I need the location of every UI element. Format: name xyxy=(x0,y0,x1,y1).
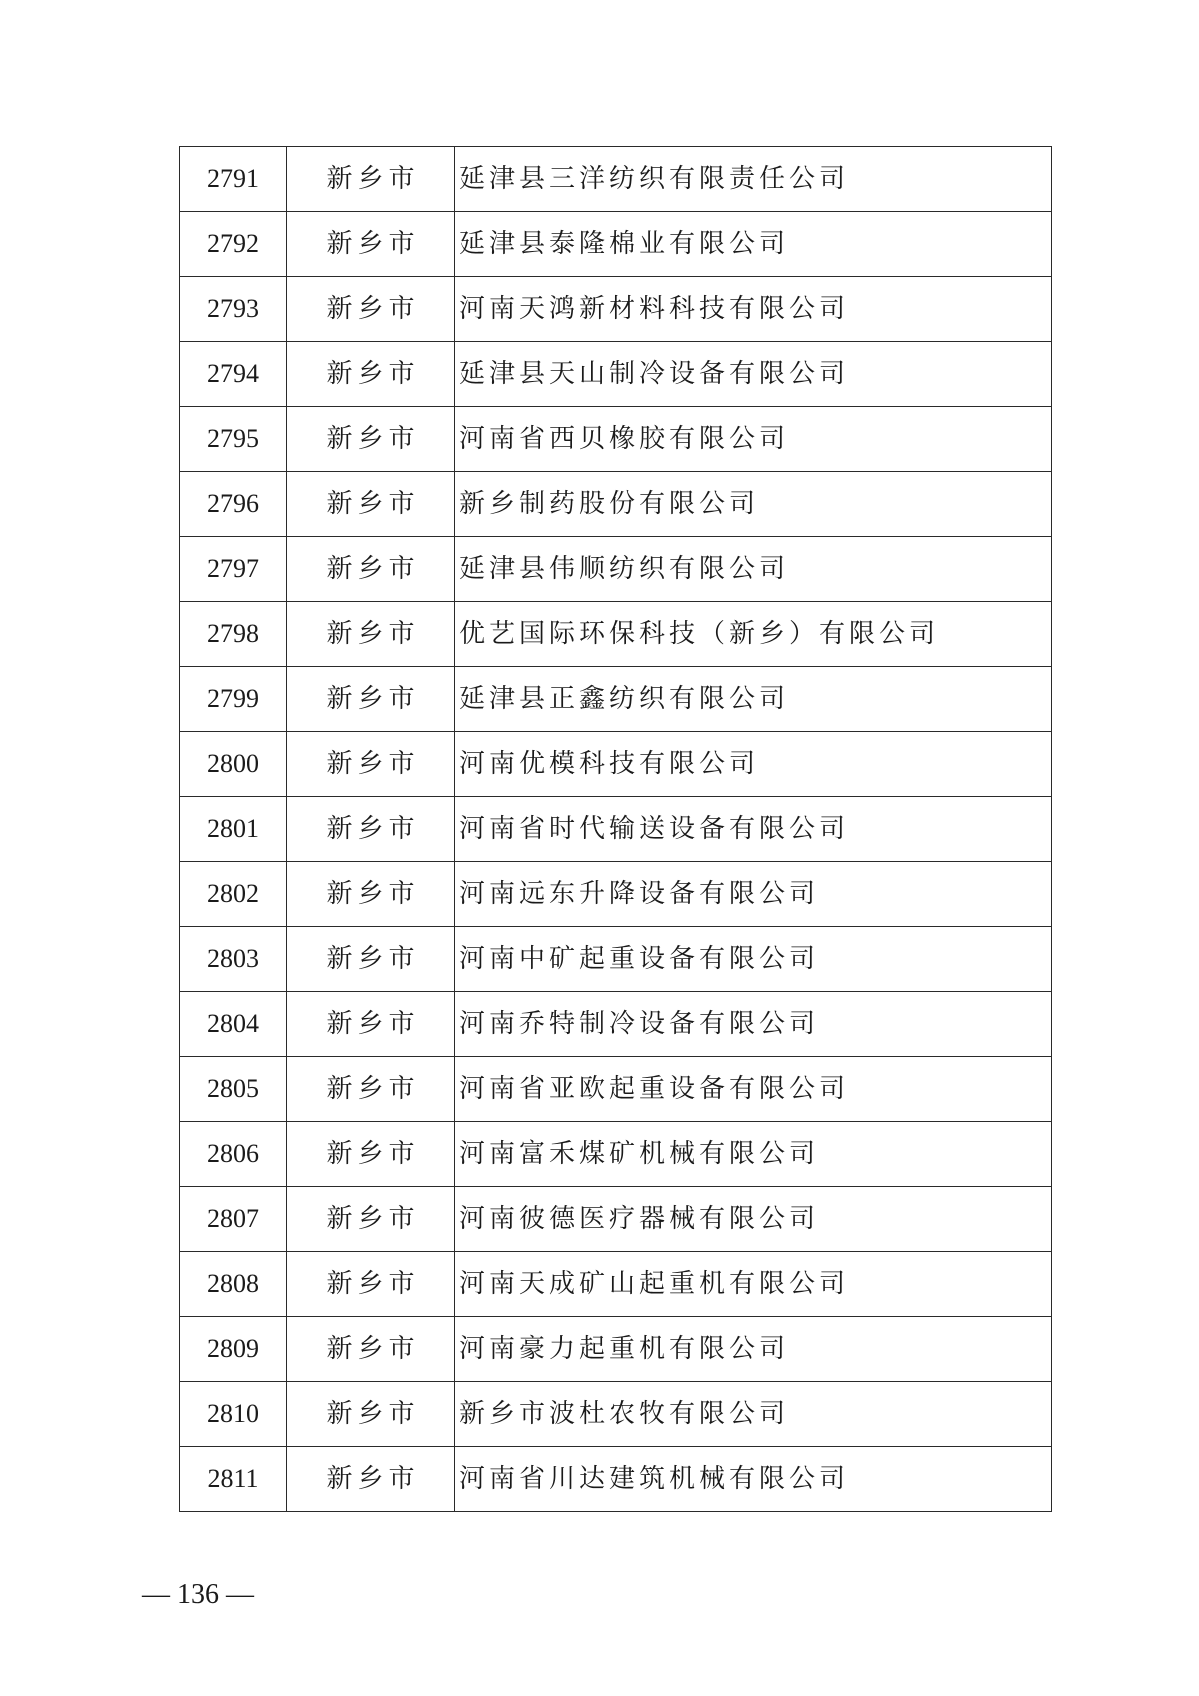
company-name-cell: 优艺国际环保科技（新乡）有限公司 xyxy=(455,602,1052,667)
row-number-cell: 2797 xyxy=(180,537,287,602)
table-row xyxy=(180,472,1052,537)
table-row xyxy=(180,1252,1052,1317)
row-number-cell: 2794 xyxy=(180,342,287,407)
table-row xyxy=(180,1382,1052,1447)
city-cell: 新乡市 xyxy=(287,1382,455,1447)
city-cell: 新乡市 xyxy=(287,212,455,277)
table-row xyxy=(180,147,1052,212)
table-row xyxy=(180,927,1052,992)
company-name-cell: 河南省西贝橡胶有限公司 xyxy=(455,407,1052,472)
city-cell: 新乡市 xyxy=(287,732,455,797)
city-cell: 新乡市 xyxy=(287,992,455,1057)
table-row xyxy=(180,537,1052,602)
row-number-cell: 2792 xyxy=(180,212,287,277)
row-number-cell: 2811 xyxy=(180,1447,287,1512)
city-cell: 新乡市 xyxy=(287,1252,455,1317)
table-row xyxy=(180,1057,1052,1122)
company-name-cell: 河南远东升降设备有限公司 xyxy=(455,862,1052,927)
row-number-cell: 2808 xyxy=(180,1252,287,1317)
city-cell: 新乡市 xyxy=(287,862,455,927)
company-name-cell: 河南优模科技有限公司 xyxy=(455,732,1052,797)
city-cell: 新乡市 xyxy=(287,667,455,732)
table-row xyxy=(180,212,1052,277)
company-name-cell: 河南省亚欧起重设备有限公司 xyxy=(455,1057,1052,1122)
city-cell: 新乡市 xyxy=(287,797,455,862)
row-number-cell: 2791 xyxy=(180,147,287,212)
city-cell: 新乡市 xyxy=(287,537,455,602)
table-row xyxy=(180,862,1052,927)
row-number-cell: 2809 xyxy=(180,1317,287,1382)
table-row xyxy=(180,602,1052,667)
company-name-cell: 河南豪力起重机有限公司 xyxy=(455,1317,1052,1382)
company-list-table xyxy=(179,146,1052,1512)
city-cell: 新乡市 xyxy=(287,342,455,407)
company-name-cell: 河南彼德医疗器械有限公司 xyxy=(455,1187,1052,1252)
city-cell: 新乡市 xyxy=(287,602,455,667)
city-cell: 新乡市 xyxy=(287,1187,455,1252)
company-name-cell: 河南中矿起重设备有限公司 xyxy=(455,927,1052,992)
table-row xyxy=(180,732,1052,797)
city-cell: 新乡市 xyxy=(287,927,455,992)
company-name-cell: 延津县正鑫纺织有限公司 xyxy=(455,667,1052,732)
company-name-cell: 河南省川达建筑机械有限公司 xyxy=(455,1447,1052,1512)
city-cell: 新乡市 xyxy=(287,277,455,342)
table-row xyxy=(180,992,1052,1057)
page-number: — 136 — xyxy=(142,1579,254,1610)
company-name-cell: 延津县伟顺纺织有限公司 xyxy=(455,537,1052,602)
company-name-cell: 河南富禾煤矿机械有限公司 xyxy=(455,1122,1052,1187)
row-number-cell: 2793 xyxy=(180,277,287,342)
company-name-cell: 新乡制药股份有限公司 xyxy=(455,472,1052,537)
company-name-cell: 延津县泰隆棉业有限公司 xyxy=(455,212,1052,277)
table-row xyxy=(180,277,1052,342)
row-number-cell: 2801 xyxy=(180,797,287,862)
row-number-cell: 2807 xyxy=(180,1187,287,1252)
row-number-cell: 2802 xyxy=(180,862,287,927)
row-number-cell: 2810 xyxy=(180,1382,287,1447)
city-cell: 新乡市 xyxy=(287,147,455,212)
row-number-cell: 2806 xyxy=(180,1122,287,1187)
table-row xyxy=(180,1317,1052,1382)
company-name-cell: 河南乔特制冷设备有限公司 xyxy=(455,992,1052,1057)
table-row xyxy=(180,1122,1052,1187)
city-cell: 新乡市 xyxy=(287,1122,455,1187)
row-number-cell: 2805 xyxy=(180,1057,287,1122)
row-number-cell: 2795 xyxy=(180,407,287,472)
city-cell: 新乡市 xyxy=(287,1447,455,1512)
company-name-cell: 河南天鸿新材料科技有限公司 xyxy=(455,277,1052,342)
table-row xyxy=(180,667,1052,732)
company-name-cell: 新乡市波杜农牧有限公司 xyxy=(455,1382,1052,1447)
company-name-cell: 延津县三洋纺织有限责任公司 xyxy=(455,147,1052,212)
row-number-cell: 2798 xyxy=(180,602,287,667)
table-row xyxy=(180,407,1052,472)
city-cell: 新乡市 xyxy=(287,472,455,537)
table-row xyxy=(180,1187,1052,1252)
row-number-cell: 2796 xyxy=(180,472,287,537)
row-number-cell: 2803 xyxy=(180,927,287,992)
table-row xyxy=(180,1447,1052,1512)
row-number-cell: 2799 xyxy=(180,667,287,732)
company-name-cell: 河南天成矿山起重机有限公司 xyxy=(455,1252,1052,1317)
city-cell: 新乡市 xyxy=(287,407,455,472)
city-cell: 新乡市 xyxy=(287,1057,455,1122)
table-body xyxy=(180,147,1052,1512)
table-row xyxy=(180,342,1052,407)
city-cell: 新乡市 xyxy=(287,1317,455,1382)
row-number-cell: 2800 xyxy=(180,732,287,797)
company-name-cell: 河南省时代输送设备有限公司 xyxy=(455,797,1052,862)
company-name-cell: 延津县天山制冷设备有限公司 xyxy=(455,342,1052,407)
table-row xyxy=(180,797,1052,862)
row-number-cell: 2804 xyxy=(180,992,287,1057)
